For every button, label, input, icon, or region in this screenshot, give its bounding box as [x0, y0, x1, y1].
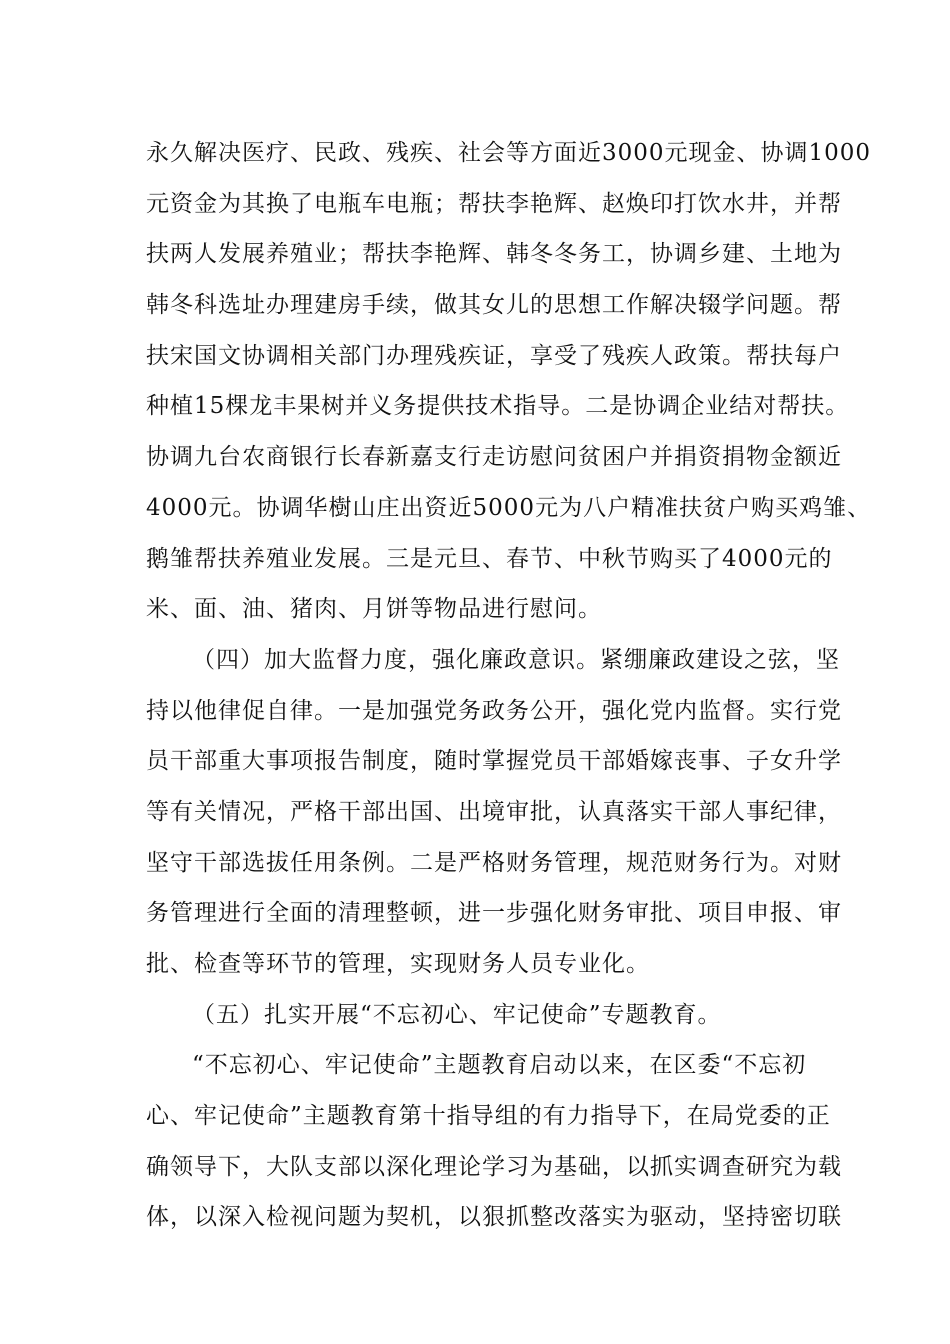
text-line: 确领导下，大队支部以深化理论学习为基础，以抓实调查研究为载: [146, 1153, 842, 1180]
text-line: 持以他律促自律。一是加强党务政务公开，强化党内监督。实行党: [146, 697, 842, 724]
section-heading: （四）加大监督力度，强化廉政意识。紧绷廉政建设之弦，坚: [192, 646, 840, 673]
text-line: 扶两人发展养殖业；帮扶李艳辉、韩冬冬务工，协调乡建、土地为: [146, 241, 842, 268]
text-line: 永久解决医疗、民政、残疾、社会等方面近3000元现金、协调1000: [146, 140, 872, 166]
text-line: 扶宋国文协调相关部门办理残疾证，享受了残疾人政策。帮扶每户: [146, 342, 842, 369]
text-line: 批、检查等环节的管理，实现财务人员专业化。: [146, 951, 650, 977]
section-heading: （五）扎实开展“不忘初心、牢记使命”专题教育。: [192, 1001, 722, 1028]
body-text: [146, 128, 872, 1243]
text-line: 米、面、油、猪肉、月饼等物品进行慰问。: [146, 596, 602, 623]
text-line: 元资金为其换了电瓶车电瓶；帮扶李艳辉、赵焕印打饮水井，并帮: [146, 190, 842, 217]
text-line: 鹅雏帮扶养殖业发展。三是元旦、春节、中秋节购买了4000元的: [146, 545, 833, 572]
text-line: 坚守干部选拔任用条例。二是严格财务管理，规范财务行为。对财: [146, 849, 842, 876]
text-line: 等有关情况，严格干部出国、出境审批，认真落实干部人事纪律，: [146, 798, 842, 825]
text-line: 务管理进行全面的清理整顿，进一步强化财务审批、项目申报、审: [146, 900, 842, 927]
text-line: “不忘初心、牢记使命”主题教育启动以来，在区委“不忘初: [192, 1052, 807, 1079]
text-line: 体，以深入检视问题为契机，以狠抓整改落实为驱动，坚持密切联: [146, 1204, 842, 1231]
text-line: 4000元。协调华樹山庄出资近5000元为八户精准扶贫户购买鸡雏、: [146, 494, 872, 521]
text-line: 心、牢记使命”主题教育第十指导组的有力指导下，在局党委的正: [146, 1103, 831, 1130]
text-line: 种植15棵龙丰果树并义务提供技术指导。二是协调企业结对帮扶。: [146, 393, 850, 420]
text-line: 韩冬科选址办理建房手续，做其女儿的思想工作解决辍学问题。帮: [146, 292, 842, 319]
text-line: 协调九台农商银行长春新嘉支行走访慰问贫困户并捐资捐物金额近: [146, 444, 842, 471]
text-line: 员干部重大事项报告制度，随时掌握党员干部婚嫁丧事、子女升学: [146, 748, 842, 775]
